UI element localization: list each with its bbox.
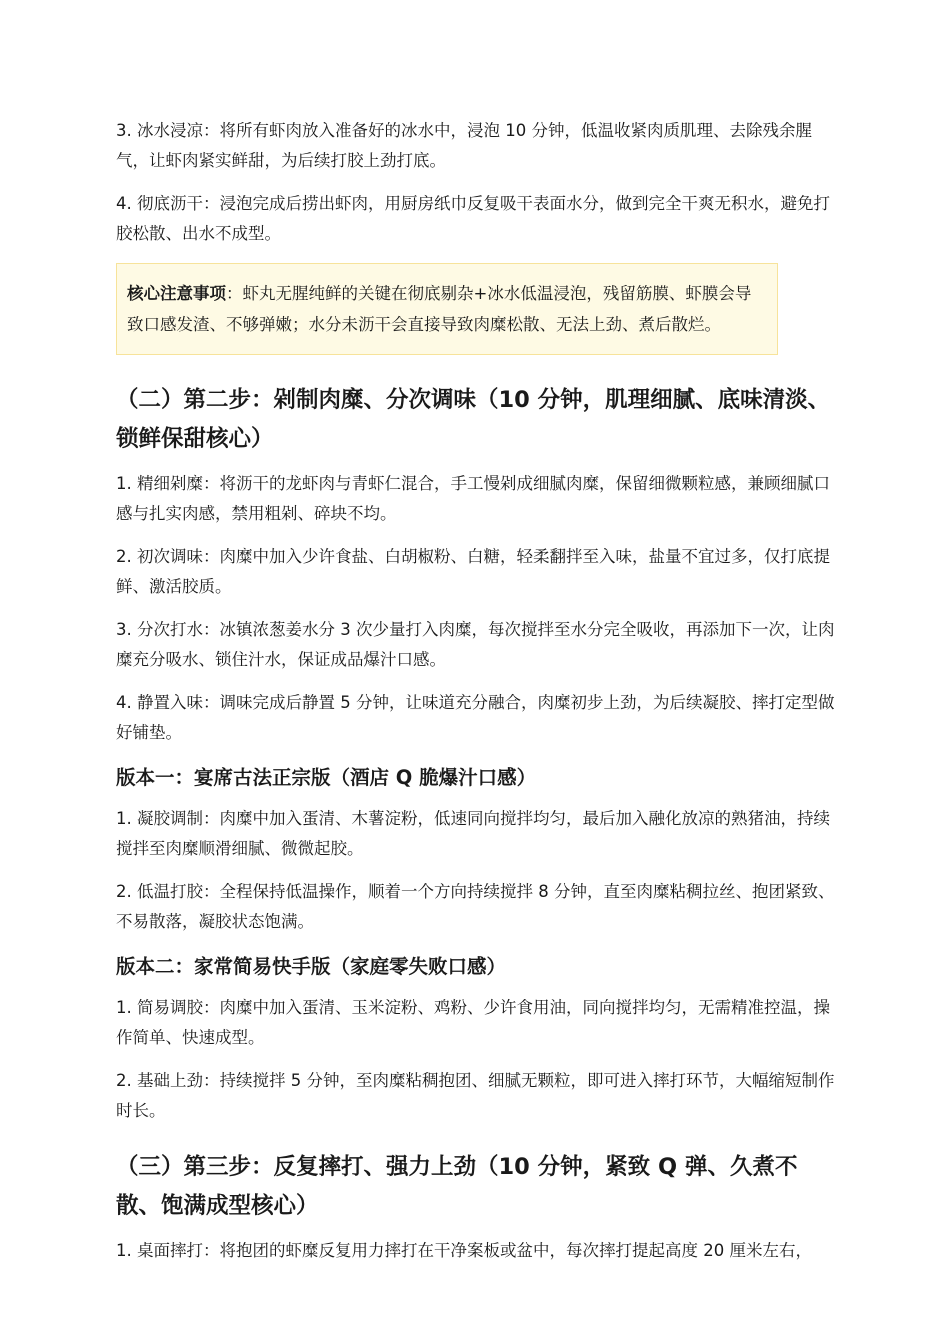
version2-item-2: 2. 基础上劲：持续搅拌 5 分钟，至肉糜粘稠抱团、细腻无颗粒，即可进入摔打环节，大幅缩短制作时长。 <box>116 1071 835 1120</box>
step1-item-3: 3. 冰水浸凉：将所有虾肉放入准备好的冰水中，浸泡 10 分钟，低温收紧肉质肌理、去除残余腥气，让虾肉紧实鲜甜，为后续打胶上劲打底。 <box>116 121 812 170</box>
step1-item-4: 4. 彻底沥干：浸泡完成后捞出虾肉，用厨房纸巾反复吸干表面水分，做到完全干爽无积水，避免打胶松散、出水不成型。 <box>116 194 830 243</box>
core-notes-text: ：虾丸无腥纯鲜的关键在彻底剔杂+冰水低温浸泡，残留筋膜、虾膜会导致口感发渣、不够弹嫩；水分未沥干会直接导致肉糜松散、无法上劲、煮后散烂。 <box>127 284 752 334</box>
section2-item-4: 4. 静置入味：调味完成后静置 5 分钟，让味道充分融合，肉糜初步上劲，为后续凝胶、摔打定型做好铺垫。 <box>116 693 835 742</box>
version2-item-1: 1. 简易调胶：肉糜中加入蛋清、玉米淀粉、鸡粉、少许食用油，同向搅拌均匀，无需精准控温，操作简单、快速成型。 <box>116 998 830 1047</box>
section-3-heading: （三）第三步：反复摔打、强力上劲（10 分钟，紧致 Q 弹、久煮不散、饱满成型核心） <box>116 1154 798 1219</box>
section2-item-1: 1. 精细剁糜：将沥干的龙虾肉与青虾仁混合，手工慢剁成细腻肉糜，保留细微颗粒感，兼顾细腻口感与扎实肉感，禁用粗剁、碎块不均。 <box>116 474 830 523</box>
version1-item-1: 1. 凝胶调制：肉糜中加入蛋清、木薯淀粉，低速同向搅拌均匀，最后加入融化放凉的熟猪油，持续搅拌至肉糜顺滑细腻、微微起胶。 <box>116 809 830 858</box>
section3-item-1: 1. 桌面摔打：将抱团的虾糜反复用力摔打在干净案板或盆中，每次摔打提起高度 20 厘米左右， <box>116 1241 812 1260</box>
section-2-heading: （二）第二步：剁制肉糜、分次调味（10 分钟，肌理细腻、底味清淡、锁鲜保甜核心） <box>116 387 831 452</box>
core-notes-label: 核心注意事项 <box>127 284 226 303</box>
version-1-heading: 版本一：宴席古法正宗版（酒店 Q 脆爆汁口感） <box>116 766 537 789</box>
version1-item-2: 2. 低温打胶：全程保持低温操作，顺着一个方向持续搅拌 8 分钟，直至肉糜粘稠拉丝、抱团紧致、不易散落，凝胶状态饱满。 <box>116 882 835 931</box>
section2-item-2: 2. 初次调味：肉糜中加入少许食盐、白胡椒粉、白糖，轻柔翻拌至入味，盐量不宜过多，仅打底提鲜、激活胶质。 <box>116 547 830 596</box>
version-2-heading: 版本二：家常简易快手版（家庭零失败口感） <box>116 955 507 978</box>
core-notes-callout <box>116 263 778 355</box>
section2-item-3: 3. 分次打水：冰镇浓葱姜水分 3 次少量打入肉糜，每次搅拌至水分完全吸收，再添加下一次，让肉糜充分吸水、锁住汁水，保证成品爆汁口感。 <box>116 620 835 669</box>
